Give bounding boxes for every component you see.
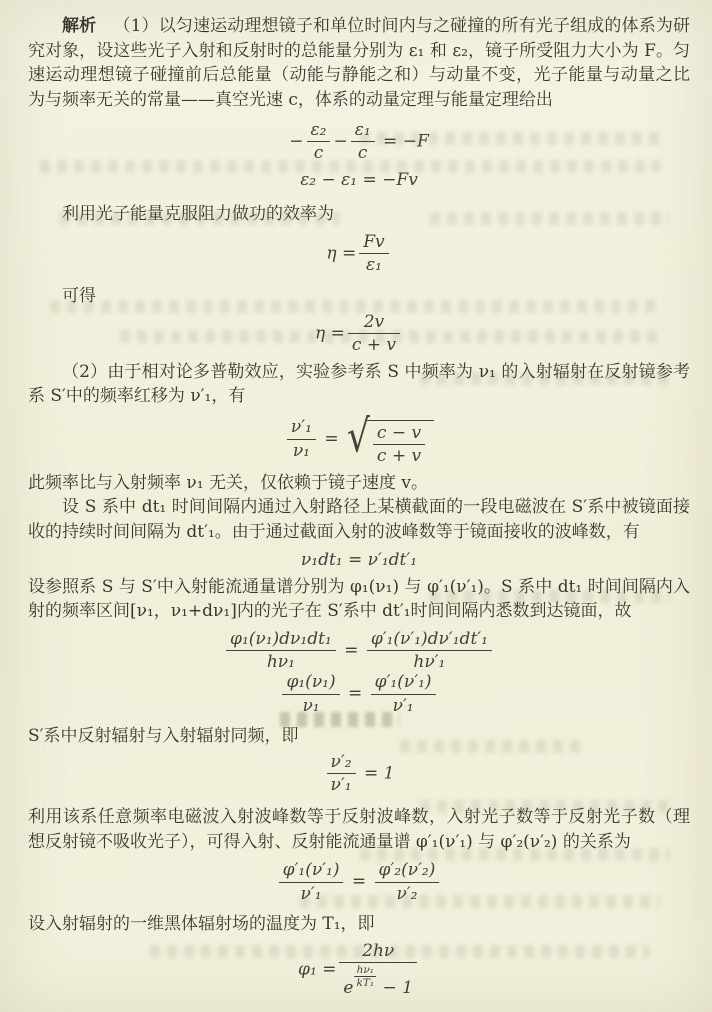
para-photon-count: 利用该系任意频率电磁波入射波峰数等于反射波峰数，入射光子数等于反射光子数（理想反射镜不吸收光子），可得入射、反射能流通量谱 φ′₁(ν′₁) 与 φ′₂(ν′₂) 的关系为 bbox=[28, 807, 690, 852]
equation-doppler-redshift: $\frac{\text{ν′₁}}{\text{ν₁}}$ = √ $\frac{c - v}{c + v}$ bbox=[28, 415, 690, 467]
exponent-fraction: $\frac{\text{hν₁}}{\text{kT₁}}$ bbox=[356, 964, 375, 990]
para-blackbody-temp: 设入射辐射的一维黑体辐射场的温度为 T₁，即 bbox=[28, 914, 375, 935]
equation-photon-number-balance: $\frac{\text{φ₁(ν₁)dν₁dt₁}}{\text{hν₁}}$ = $\frac{\text{φ′₁(ν′₁)dν′₁dt′₁}}{\text{hν′₁}}$ bbox=[28, 629, 690, 673]
analysis-body: （1）以匀速运动理想镜子和单位时间内与之碰撞的所有光子组成的体系为研究对象，设这些光子入射和反射时的总能量分别为 ε₁ 和 ε₂，镜子所受阻力大小为 F。匀速运动理想镜子碰撞前后总能量（动能与静能之和）与动量不变，光子能量与动量之比为与频率无关的常量——真空光速 c，体系的动量定理与能量定理给出 bbox=[28, 16, 690, 110]
equation-efficiency-result: η = $\frac{2v}{c + v}$ bbox=[28, 312, 690, 356]
equation-planck-spectrum: φ₁ = 2hν e $\frac{\text{hν₁}}{\text{kT₁}}$ − 1 bbox=[28, 941, 690, 999]
equation-momentum-theorem: − $\frac{\text{ε₂}}{c}$ − $\frac{\text{ε₁}}{c}$ = −F bbox=[289, 120, 429, 164]
equation-flux-ratio-invariant: $\frac{\text{φ₁(ν₁)}}{\text{ν₁}}$ = $\frac{\text{φ′₁(ν′₁)}}{\text{ν′₁}}$ bbox=[28, 672, 690, 716]
para-flux-spectrum: 设参照系 S 与 S′中入射能流通量谱分别为 φ₁(ν₁) 与 φ′₁(ν′₁)。S 系中 dt₁ 时间间隔内入射的频率区间[ν₁，ν₁+dν₁]内的光子在 S′系中 dt′₁时间间隔内悉数到达镜面，故 bbox=[28, 576, 690, 622]
equation-efficiency-definition: η = $\frac{Fv}{\text{ε₁}}$ bbox=[28, 232, 690, 276]
equation-reflected-frequency-ratio: $\frac{\text{ν′₂}}{\text{ν′₁}}$ = 1 bbox=[28, 752, 690, 796]
para-wave-peaks: 设 S 系中 dt₁ 时间间隔内通过入射路径上某横截面的一段电磁波在 S′系中被镜面接收的持续时间间隔为 dt′₁。由于通过截面入射的波峰数等于镜面接收的波峰数，有 bbox=[28, 497, 690, 542]
equation-wave-peak-equality: ν₁dt₁ = ν′₁dt′₁ bbox=[300, 550, 418, 571]
para-analysis-intro bbox=[28, 14, 690, 112]
para-kede: 可得 bbox=[62, 285, 96, 306]
para-doppler: （2）由于相对论多普勒效应，实验参考系 S 中频率为 ν₁ 的入射辐射在反射镜参考系 S′中的频率红移为 ν′₁，有 bbox=[28, 361, 690, 407]
equation-incident-reflected-flux-relation: $\frac{\text{φ′₁(ν′₁)}}{\text{ν′₁}}$ = $\frac{\text{φ′₂(ν′₂)}}{\text{ν′₂}}$ bbox=[28, 860, 690, 904]
para-frequency-ratio-note: 此频率比与入射频率 ν₁ 无关，仅依赖于镜子速度 v。 bbox=[28, 472, 428, 493]
para-efficiency-label: 利用光子能量克服阻力做功的效率为 bbox=[62, 204, 334, 225]
analysis-label: 解析 bbox=[62, 16, 97, 36]
equation-energy-theorem: ε₂ − ε₁ = −Fv bbox=[300, 169, 418, 190]
para-same-frequency: S′系中反射辐射与入射辐射同频，即 bbox=[28, 726, 299, 747]
radical-sign: √ bbox=[346, 411, 370, 463]
